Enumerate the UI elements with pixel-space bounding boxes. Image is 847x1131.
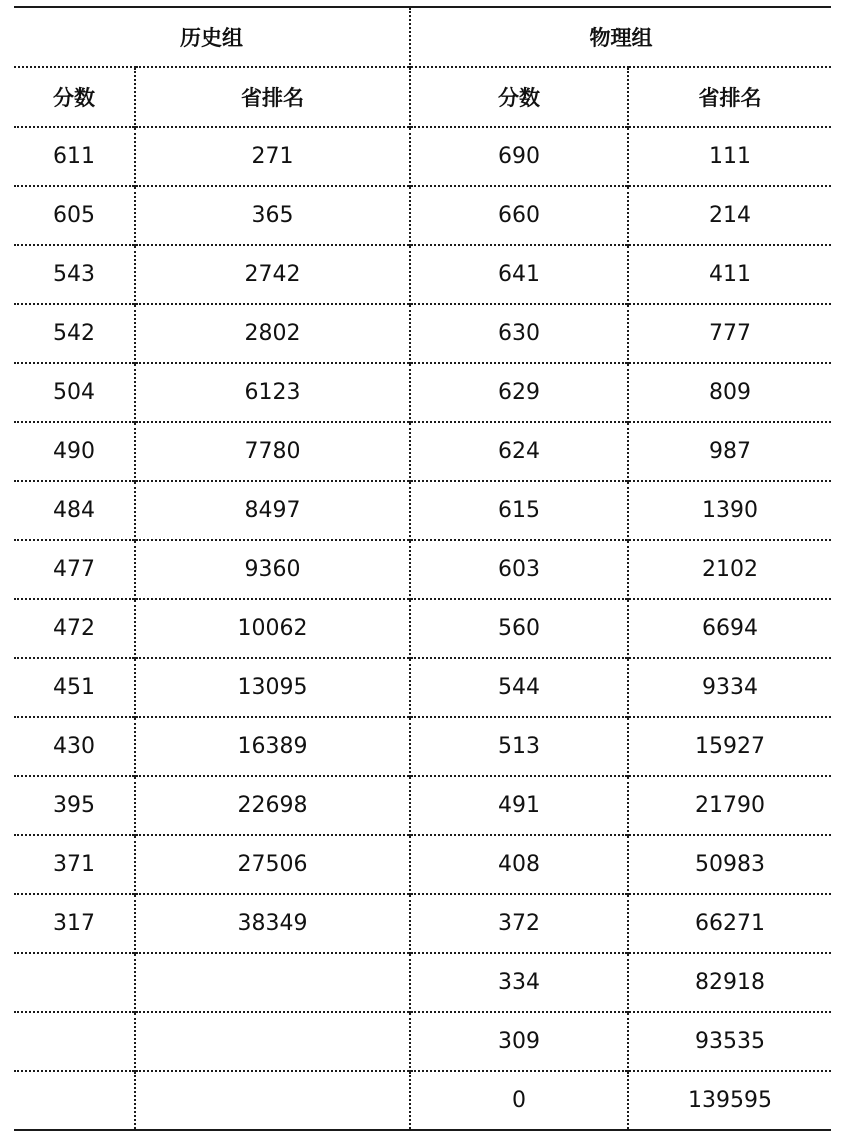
physics-group-header: 物理组 (410, 7, 831, 67)
table-row (14, 953, 831, 1012)
physics-rank-cell: 214 (628, 186, 831, 245)
physics-rank-cell: 82918 (628, 953, 831, 1012)
physics-score-cell: 660 (410, 186, 628, 245)
history-score-cell: 605 (14, 186, 135, 245)
physics-score-cell: 334 (410, 953, 628, 1012)
physics-score-cell: 372 (410, 894, 628, 953)
physics-score-cell: 408 (410, 835, 628, 894)
physics-rank-cell: 777 (628, 304, 831, 363)
table-row (14, 894, 831, 953)
physics-rank-cell: 21790 (628, 776, 831, 835)
physics-score-cell: 630 (410, 304, 628, 363)
physics-score-cell: 309 (410, 1012, 628, 1071)
history-score-cell (14, 1071, 135, 1130)
physics-score-cell: 624 (410, 422, 628, 481)
physics-score-cell: 560 (410, 599, 628, 658)
table-row (14, 481, 831, 540)
physics-rank-cell: 6694 (628, 599, 831, 658)
table-row (14, 304, 831, 363)
table-body (14, 127, 831, 1130)
history-score-cell: 477 (14, 540, 135, 599)
history-rank-cell: 8497 (135, 481, 410, 540)
history-group-header: 历史组 (14, 7, 410, 67)
history-rank-cell: 9360 (135, 540, 410, 599)
physics-rank-cell: 93535 (628, 1012, 831, 1071)
score-rank-table (14, 6, 831, 1131)
history-rank-cell (135, 1071, 410, 1130)
history-score-cell (14, 1012, 135, 1071)
physics-rank-cell: 15927 (628, 717, 831, 776)
physics-rank-cell: 66271 (628, 894, 831, 953)
history-score-cell: 451 (14, 658, 135, 717)
table-row (14, 1012, 831, 1071)
group-header-row (14, 7, 831, 67)
history-rank-cell: 22698 (135, 776, 410, 835)
history-rank-cell: 2802 (135, 304, 410, 363)
history-rank-cell: 27506 (135, 835, 410, 894)
physics-score-cell: 491 (410, 776, 628, 835)
history-score-cell: 430 (14, 717, 135, 776)
history-rank-cell: 38349 (135, 894, 410, 953)
history-score-cell: 317 (14, 894, 135, 953)
history-rank-cell: 271 (135, 127, 410, 186)
physics-rank-cell: 809 (628, 363, 831, 422)
history-score-cell (14, 953, 135, 1012)
history-rank-cell: 365 (135, 186, 410, 245)
physics-rank-cell: 987 (628, 422, 831, 481)
table-row (14, 127, 831, 186)
history-rank-header: 省排名 (135, 67, 410, 127)
table-row (14, 835, 831, 894)
history-score-header: 分数 (14, 67, 135, 127)
table-row (14, 186, 831, 245)
history-score-cell: 543 (14, 245, 135, 304)
history-rank-cell: 10062 (135, 599, 410, 658)
physics-score-cell: 603 (410, 540, 628, 599)
table-row (14, 422, 831, 481)
physics-rank-cell: 9334 (628, 658, 831, 717)
physics-score-cell: 641 (410, 245, 628, 304)
physics-rank-cell: 139595 (628, 1071, 831, 1130)
physics-score-cell: 690 (410, 127, 628, 186)
history-score-cell: 504 (14, 363, 135, 422)
history-rank-cell: 2742 (135, 245, 410, 304)
history-rank-cell: 16389 (135, 717, 410, 776)
history-rank-cell (135, 1012, 410, 1071)
table-row (14, 717, 831, 776)
physics-rank-cell: 1390 (628, 481, 831, 540)
physics-score-cell: 629 (410, 363, 628, 422)
table-row (14, 599, 831, 658)
table-row (14, 245, 831, 304)
table-row (14, 776, 831, 835)
history-score-cell: 472 (14, 599, 135, 658)
history-score-cell: 371 (14, 835, 135, 894)
physics-score-header: 分数 (410, 67, 628, 127)
history-score-cell: 611 (14, 127, 135, 186)
history-score-cell: 395 (14, 776, 135, 835)
physics-rank-header: 省排名 (628, 67, 831, 127)
history-score-cell: 542 (14, 304, 135, 363)
history-rank-cell: 13095 (135, 658, 410, 717)
physics-rank-cell: 2102 (628, 540, 831, 599)
physics-rank-cell: 411 (628, 245, 831, 304)
history-score-cell: 490 (14, 422, 135, 481)
column-header-row (14, 67, 831, 127)
history-rank-cell: 7780 (135, 422, 410, 481)
history-rank-cell: 6123 (135, 363, 410, 422)
table-row (14, 658, 831, 717)
physics-score-cell: 513 (410, 717, 628, 776)
physics-score-cell: 615 (410, 481, 628, 540)
physics-rank-cell: 111 (628, 127, 831, 186)
history-score-cell: 484 (14, 481, 135, 540)
physics-rank-cell: 50983 (628, 835, 831, 894)
table-row (14, 540, 831, 599)
physics-score-cell: 544 (410, 658, 628, 717)
physics-score-cell: 0 (410, 1071, 628, 1130)
table-row (14, 1071, 831, 1130)
history-rank-cell (135, 953, 410, 1012)
table-row (14, 363, 831, 422)
